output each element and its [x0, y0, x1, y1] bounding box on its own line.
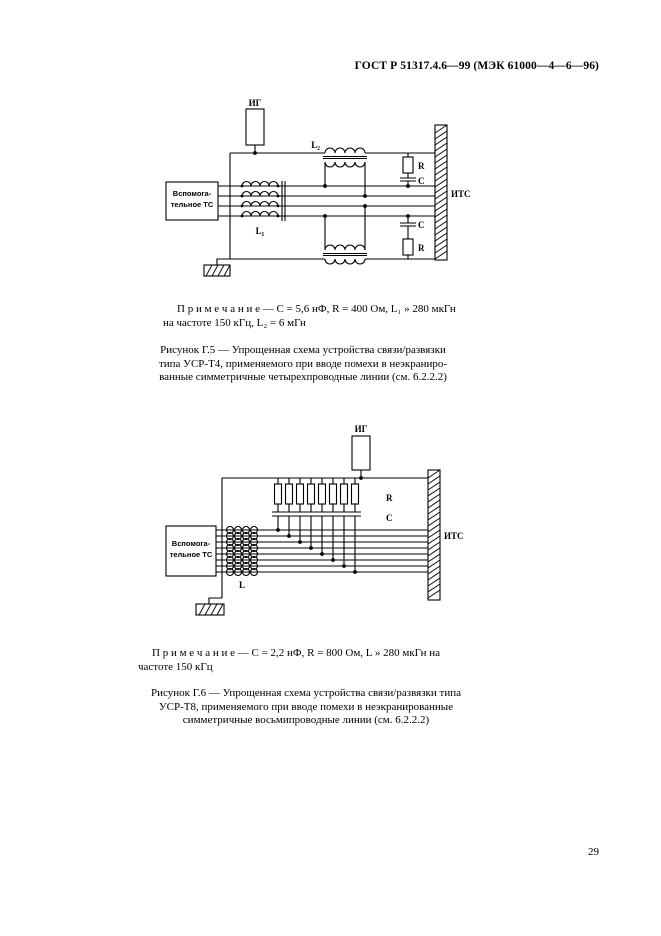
aux-te-label-line1: Вспомога-	[171, 539, 211, 548]
figure-g6-note	[138, 647, 486, 674]
c-top-label: C	[418, 176, 425, 186]
resistor-symbol	[403, 157, 413, 173]
r-label: R	[386, 493, 393, 503]
figure-g5-diagram	[160, 95, 472, 295]
l1-label: L₁	[255, 226, 265, 236]
generator-label: ИГ	[248, 98, 262, 108]
aux-te-label-line2: тельное ТС	[169, 550, 213, 559]
caption-line: симметричные восьмипроводные линии (см. 6.2.2.2)	[182, 714, 430, 726]
choke-coils	[227, 527, 258, 576]
caption-line: Рисунок Г.6 — Упрощенная схема устройства связи/развязки типа	[151, 687, 461, 699]
r-bottom-label: R	[418, 243, 425, 253]
caption-line: типа УСР-Т4, применяемого при вводе помехи в неэкраниро-	[158, 357, 448, 370]
eut-label: ИТС	[451, 189, 471, 199]
note-line: П р и м е ч а н и е — С = 2,2 нФ, R = 800 Ом, L » 280 мкГн на	[152, 647, 441, 659]
fig5-junction-dots	[241, 151, 410, 218]
fig5-labels	[171, 98, 471, 253]
l-label: L	[238, 580, 246, 590]
fig6-schematic	[160, 420, 472, 635]
aux-te-label-line1: Вспомога-	[172, 189, 212, 198]
caption-line: ванные симметричные четырехпроводные линии (см. 6.2.2.2)	[159, 371, 447, 383]
note-line: П р и м е ч а н и е — С = 5,6 нФ, R = 400 Ом, L₁ » 280 мкГн	[177, 303, 456, 315]
l2-label: L₂	[311, 140, 320, 150]
caption-line: УСР-Т8, применяемого при вводе помехи в неэкранированные	[158, 700, 454, 713]
fig6-wiring	[166, 436, 440, 615]
caption-line: Рисунок Г.5 — Упрощенная схема устройства связи/развязки	[160, 344, 446, 356]
resistor-symbol	[403, 239, 413, 255]
generator-box	[246, 109, 264, 145]
r-top-label: R	[418, 161, 425, 171]
note-line: частоте 150 кГц	[138, 660, 213, 673]
document-header: ГОСТ Р 51317.4.6—99 (МЭК 61000—4—6—96)	[354, 60, 599, 72]
figure-g6-caption	[123, 687, 489, 728]
fig5-schematic	[160, 95, 472, 295]
aux-te-label-line2: тельное ТС	[170, 200, 214, 209]
generator-label: ИГ	[354, 424, 368, 434]
figure-g5-note	[163, 303, 485, 330]
c-bottom-label: C	[418, 220, 425, 230]
page-number: 29	[588, 846, 599, 858]
c-label: C	[386, 513, 393, 523]
figure-g6-diagram	[160, 420, 472, 635]
eut-label: ИТС	[444, 531, 464, 541]
figure-g5-caption	[133, 344, 473, 385]
fig6-labels	[170, 424, 464, 590]
generator-box	[352, 436, 370, 470]
note-line: на частоте 150 кГц, L₂ = 6 мГн	[163, 316, 306, 329]
